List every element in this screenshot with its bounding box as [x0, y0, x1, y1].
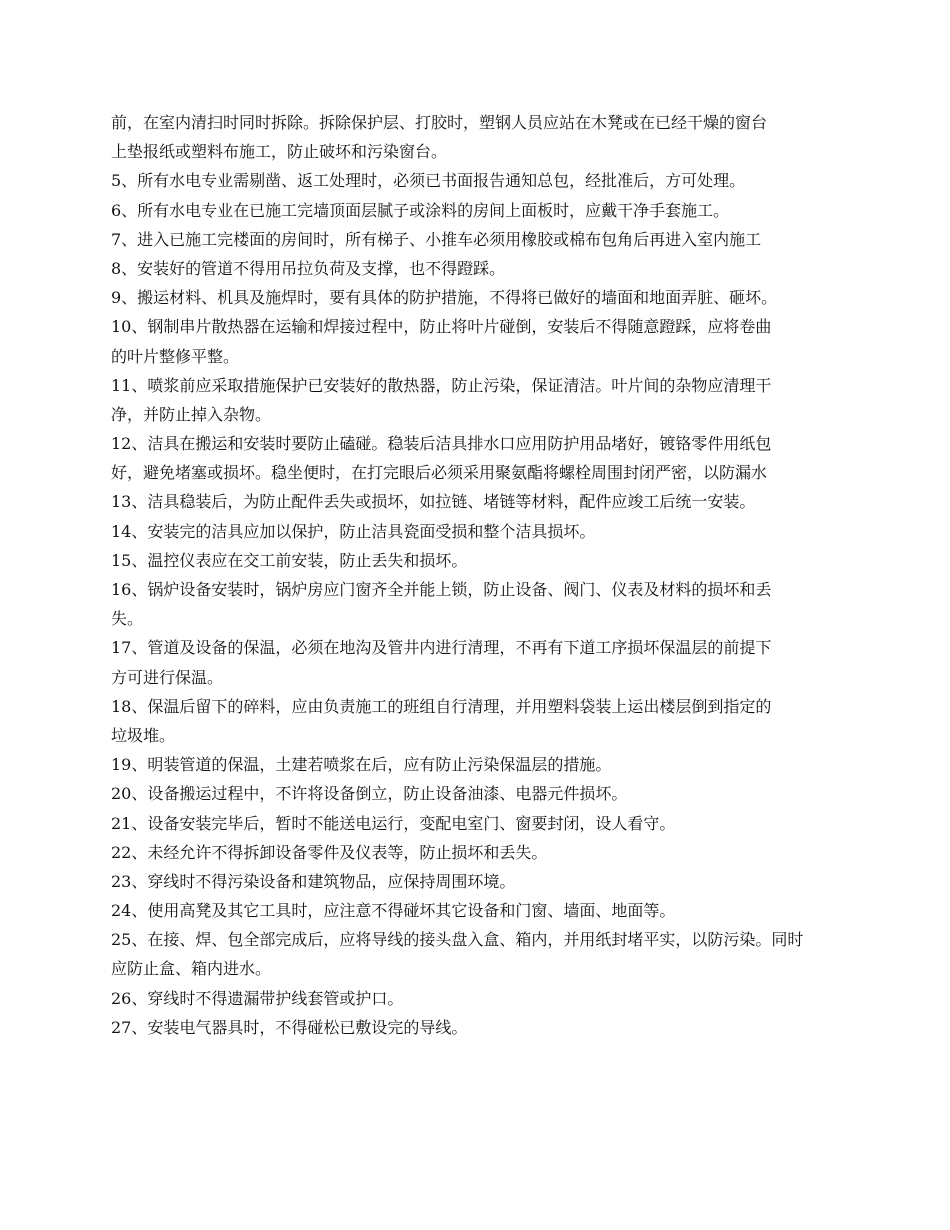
text-line: 23、穿线时不得污染设备和建筑物品，应保持周围环境。: [111, 871, 516, 891]
text-line: 7、进入已施工完楼面的房间时，所有梯子、小推车必须用橡胶或棉布包角后再进入室内施工: [111, 229, 762, 249]
text-line: 前，在室内清扫时同时拆除。拆除保护层、打胶时，塑钢人员应站在木凳或在已经干燥的窗台: [111, 113, 768, 132]
text-line: 14、安装完的洁具应加以保护，防止洁具瓷面受损和整个洁具损坏。: [111, 521, 596, 541]
document-body: [111, 108, 856, 1042]
text-line: 25、在接、焊、包全部完成后，应将导线的接头盘入盒、箱内，并用纸封堵平实，以防污染。同时: [111, 930, 804, 950]
text-line: 垃圾堆。: [111, 725, 176, 745]
text-line: 20、设备搬运过程中，不许将设备倒立，防止设备油漆、电器元件损坏。: [111, 784, 628, 804]
text-line: 失。: [111, 609, 144, 629]
text-line: 21、设备安装完毕后，暂时不能送电运行，变配电室门、窗要封闭，设人看守。: [111, 813, 676, 833]
text-line: 6、所有水电专业在已施工完墙顶面层腻子或涂料的房间上面板时，应戴干净手套施工。: [111, 200, 730, 220]
text-line: 22、未经允许不得拆卸设备零件及仪表等，防止损坏和丢失。: [111, 842, 548, 862]
text-line: 应防止盒、箱内进水。: [111, 959, 272, 979]
text-line: 24、使用高凳及其它工具时，应注意不得碰坏其它设备和门窗、墙面、地面等。: [111, 901, 676, 921]
text-line: 17、管道及设备的保温，必须在地沟及管井内进行清理，不再有下道工序损坏保温层的前提下: [111, 638, 772, 658]
text-line: 12、洁具在搬运和安装时要防止磕碰。稳装后洁具排水口应用防护用品堵好，镀铬零件用纸包: [111, 434, 772, 454]
text-line: 13、洁具稳装后，为防止配件丢失或损坏，如拉链、堵链等材料，配件应竣工后统一安装。: [111, 492, 756, 512]
text-line: 上垫报纸或塑料布施工，防止破坏和污染窗台。: [111, 142, 448, 162]
text-line: 15、温控仪表应在交工前安装，防止丢失和损坏。: [111, 550, 468, 570]
text-line: 5、所有水电专业需剔凿、返工处理时，必须已书面报告通知总包，经批准后，方可处理。: [111, 171, 746, 191]
text-line: 18、保温后留下的碎料，应由负责施工的班组自行清理，并用塑料袋装上运出楼层倒到指定的: [111, 696, 772, 716]
text-line: 16、锅炉设备安装时，锅炉房应门窗齐全并能上锁，防止设备、阀门、仪表及材料的损坏和丢: [111, 580, 772, 599]
text-line: 9、搬运材料、机具及施焊时，要有具体的防护措施，不得将已做好的墙面和地面弄脏、砸坏。: [111, 288, 778, 308]
text-line: 净，并防止掉入杂物。: [111, 404, 272, 424]
text-line: 10、钢制串片散热器在运输和焊接过程中，防止将叶片碰倒，安装后不得随意蹬踩，应将卷曲: [111, 317, 772, 337]
text-line: 的叶片整修平整。: [111, 346, 240, 366]
text-line: 11、喷浆前应采取措施保护已安装好的散热器，防止污染，保证清洁。叶片间的杂物应清理干: [111, 375, 772, 395]
text-line: 8、安装好的管道不得用吊拉负荷及支撑，也不得蹬踩。: [111, 258, 506, 278]
text-line: 方可进行保温。: [111, 667, 224, 687]
text-line: 26、穿线时不得遗漏带护线套管或护口。: [111, 988, 404, 1008]
text-line: 27、安装电气器具时，不得碰松已敷设完的导线。: [111, 1017, 468, 1037]
text-line: 好，避免堵塞或损坏。稳坐便时，在打完眼后必须采用聚氨酯将螺栓周围封闭严密，以防漏水: [111, 463, 768, 483]
text-line: 19、明装管道的保温，土建若喷浆在后，应有防止污染保温层的措施。: [111, 755, 612, 775]
